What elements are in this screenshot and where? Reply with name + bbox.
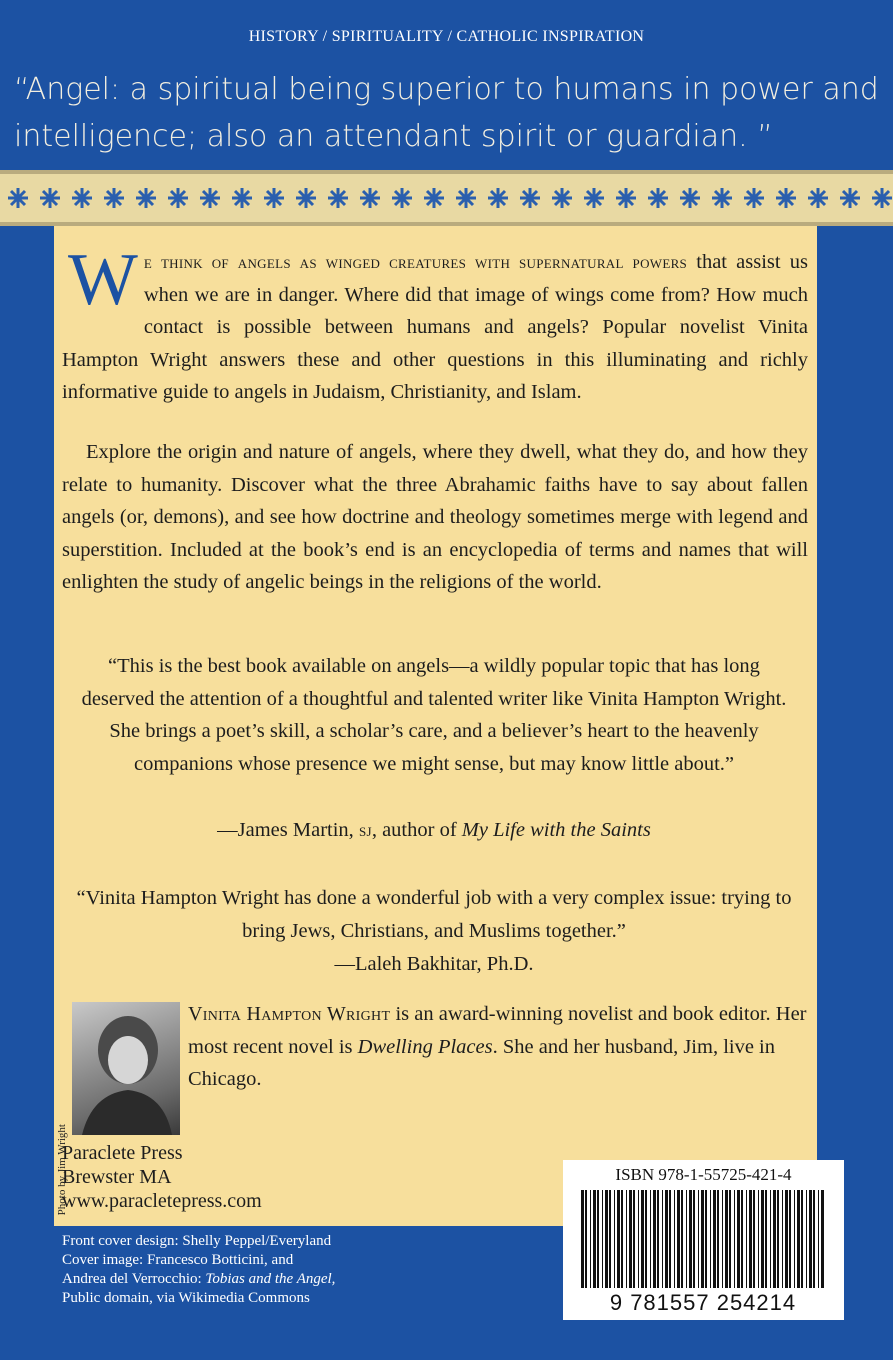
endorsement-quote-2: “Vinita Hampton Wright has done a wonderful job with a very complex issue: trying to bring Jews, Christians, and Muslims together.” (76, 887, 792, 942)
intro-paragraph (62, 239, 808, 409)
barcode-bar (773, 1190, 776, 1288)
ornament-star (264, 188, 284, 208)
barcode-bar (782, 1190, 783, 1288)
intro-text: that assist us when we are in danger. Where did that image of wings come from? How much contact is possible between humans and angels? Popular novelist Vinita Hampton Wright answers these and other questions in this illuminating and richly informative guide to angels in Judaism, Christianity, and Islam. (62, 251, 808, 403)
barcode-bar (777, 1190, 779, 1288)
barcode-bar (765, 1190, 767, 1288)
barcode-bar (621, 1190, 623, 1288)
barcode-bar (725, 1190, 728, 1288)
publisher-location: Brewster MA (62, 1166, 172, 1188)
barcode-bar (662, 1190, 663, 1288)
barcode-bar (758, 1190, 759, 1288)
barcode-bar (645, 1190, 647, 1288)
barcode-bar (794, 1190, 795, 1288)
barcode-bar (617, 1190, 620, 1288)
credit-painting-title: Tobias and the Angel, (205, 1271, 336, 1287)
drop-cap: W (68, 239, 138, 321)
ornament-star (136, 188, 156, 208)
ornament-star (8, 188, 28, 208)
endorsement-attribution-1 (74, 814, 794, 847)
ornament-star (40, 188, 60, 208)
barcode-bar (614, 1190, 615, 1288)
barcode-bar (749, 1190, 752, 1288)
publisher-block (62, 1141, 262, 1213)
bio-text-b: . She and her husband, Jim, live in Chicago. (188, 1035, 775, 1090)
barcode-bar (641, 1190, 644, 1288)
barcode-bar (653, 1190, 656, 1288)
ornament-star (680, 188, 700, 208)
barcode-box (563, 1160, 844, 1320)
barcode-bar (785, 1190, 788, 1288)
barcode-bar (710, 1190, 711, 1288)
ornament-star (584, 188, 604, 208)
ornament-star (712, 188, 732, 208)
barcode-bar (633, 1190, 635, 1288)
author-bio (188, 998, 808, 1096)
credit-line-3: Andrea del Verrocchio: Tobias and the Angel, (62, 1271, 336, 1287)
attr-book-title: My Life with the Saints (461, 819, 651, 841)
epigraph: “Angel: a spiritual being superior to humans in power and intelligence; also an attendant spirit or guardian. ” (14, 72, 879, 154)
photo-credit: Photo by Jim Wright (56, 1124, 68, 1216)
ornament-star (72, 188, 92, 208)
cover-credits (62, 1232, 482, 1308)
barcode-bar (581, 1190, 584, 1288)
ornament-star (360, 188, 380, 208)
barcode-bar (669, 1190, 671, 1288)
ornament-star (200, 188, 220, 208)
second-paragraph: Explore the origin and nature of angels, where they dwell, what they do, and how they relate to humanity. Discover what the three Abrahamic faiths have to say about fallen angels (or, demons), and see how doctrine and theology sometimes merge with legend and superstition. Included at the book’s end is an encyclopedia of terms and names that will enlighten the study of angelic beings in the religions of the world. (62, 441, 808, 593)
barcode-bar (698, 1190, 699, 1288)
ornament-star (808, 188, 828, 208)
barcode-bar (674, 1190, 675, 1288)
ornament-star (392, 188, 412, 208)
ornament-star (840, 188, 860, 208)
barcode-bar (761, 1190, 764, 1288)
credit-line-1: Front cover design: Shelly Peppel/Everyland (62, 1233, 332, 1249)
barcode-bar (753, 1190, 755, 1288)
attr-mid: , author of (371, 819, 462, 841)
ornament-star (328, 188, 348, 208)
ornament-pattern (0, 174, 893, 222)
attr-sj: sj (358, 820, 372, 840)
barcode-bar (821, 1190, 824, 1288)
ornament-star (424, 188, 444, 208)
barcode-bar (713, 1190, 716, 1288)
barcode-bar (602, 1190, 603, 1288)
endorsement-attribution-2: —Laleh Bakhitar, Ph.D. (334, 953, 534, 975)
ornament-star (552, 188, 572, 208)
ornament-star (168, 188, 188, 208)
credit-line-4: Public domain, via Wikimedia Commons (62, 1290, 310, 1306)
barcode-bar (770, 1190, 771, 1288)
barcode-bar (665, 1190, 668, 1288)
barcode-bar (650, 1190, 651, 1288)
barcode-bar (818, 1190, 819, 1288)
ornament-star (104, 188, 124, 208)
ornament-star (616, 188, 636, 208)
barcode-bar (722, 1190, 723, 1288)
publisher-url: www.paracletepress.com (62, 1190, 262, 1212)
barcode-bar (605, 1190, 608, 1288)
ornament-star (296, 188, 316, 208)
barcode-bar (689, 1190, 692, 1288)
barcode-bar (693, 1190, 695, 1288)
barcode-bar (701, 1190, 704, 1288)
publisher-name: Paraclete Press (62, 1142, 183, 1164)
ornament-band (0, 170, 893, 226)
ornament-star (776, 188, 796, 208)
ornament-star (648, 188, 668, 208)
barcode-bar (657, 1190, 659, 1288)
ornament-star (744, 188, 764, 208)
barcode-bar (789, 1190, 791, 1288)
barcode-bar (597, 1190, 599, 1288)
barcode-bar (809, 1190, 812, 1288)
description-panel (54, 226, 817, 1226)
barcode-digits: 9 781557 254214 (609, 1290, 797, 1315)
barcode-graphic (563, 1160, 844, 1320)
barcode-bar (734, 1190, 735, 1288)
barcode-bar (626, 1190, 627, 1288)
barcode-bar (801, 1190, 803, 1288)
barcode-bar (737, 1190, 740, 1288)
ornament-star (488, 188, 508, 208)
barcode-bar (717, 1190, 719, 1288)
barcode-bar (741, 1190, 743, 1288)
credit-line-2: Cover image: Francesco Botticini, and (62, 1252, 294, 1268)
barcode-bar (609, 1190, 611, 1288)
barcode-bar (705, 1190, 707, 1288)
lead-in-smallcaps: e think of angels as winged creatures with supernatural powers (143, 252, 688, 272)
barcode-bar (729, 1190, 731, 1288)
barcode-bar (746, 1190, 747, 1288)
ornament-star (872, 188, 892, 208)
ornament-star (456, 188, 476, 208)
endorsement-quote-1: “This is the best book available on angels—a wildly popular topic that has long deserved the attention of a thoughtful and talented writer like Vinita Hampton Wright. She brings a poet’s skill, a scholar’s care, and a believer’s heart to the heavenly companions whose presence we might sense, but may know little about.” (81, 655, 787, 775)
barcode-bar (681, 1190, 683, 1288)
barcode-bar (590, 1190, 591, 1288)
barcode-bar (797, 1190, 800, 1288)
ornament-star (232, 188, 252, 208)
barcode-bar (629, 1190, 632, 1288)
barcode-bar (593, 1190, 596, 1288)
barcode-bar (806, 1190, 807, 1288)
category-line: HISTORY / SPIRITUALITY / CATHOLIC INSPIRATION (248, 28, 645, 45)
ornament-star (520, 188, 540, 208)
author-photo (72, 1002, 180, 1135)
barcode-bar (677, 1190, 680, 1288)
isbn-label: ISBN 978-1-55725-421-4 (615, 1165, 792, 1184)
barcode-bar (638, 1190, 639, 1288)
author-name: Vinita Hampton Wright (188, 1003, 391, 1025)
barcode-bar (686, 1190, 687, 1288)
bio-novel-title: Dwelling Places (357, 1035, 493, 1058)
attr-name: —James Martin, (217, 819, 359, 841)
barcode-bar (585, 1190, 587, 1288)
bio-text-a: is an award-winning novelist and book editor. Her most recent novel is (188, 1003, 807, 1058)
barcode-bar (813, 1190, 815, 1288)
